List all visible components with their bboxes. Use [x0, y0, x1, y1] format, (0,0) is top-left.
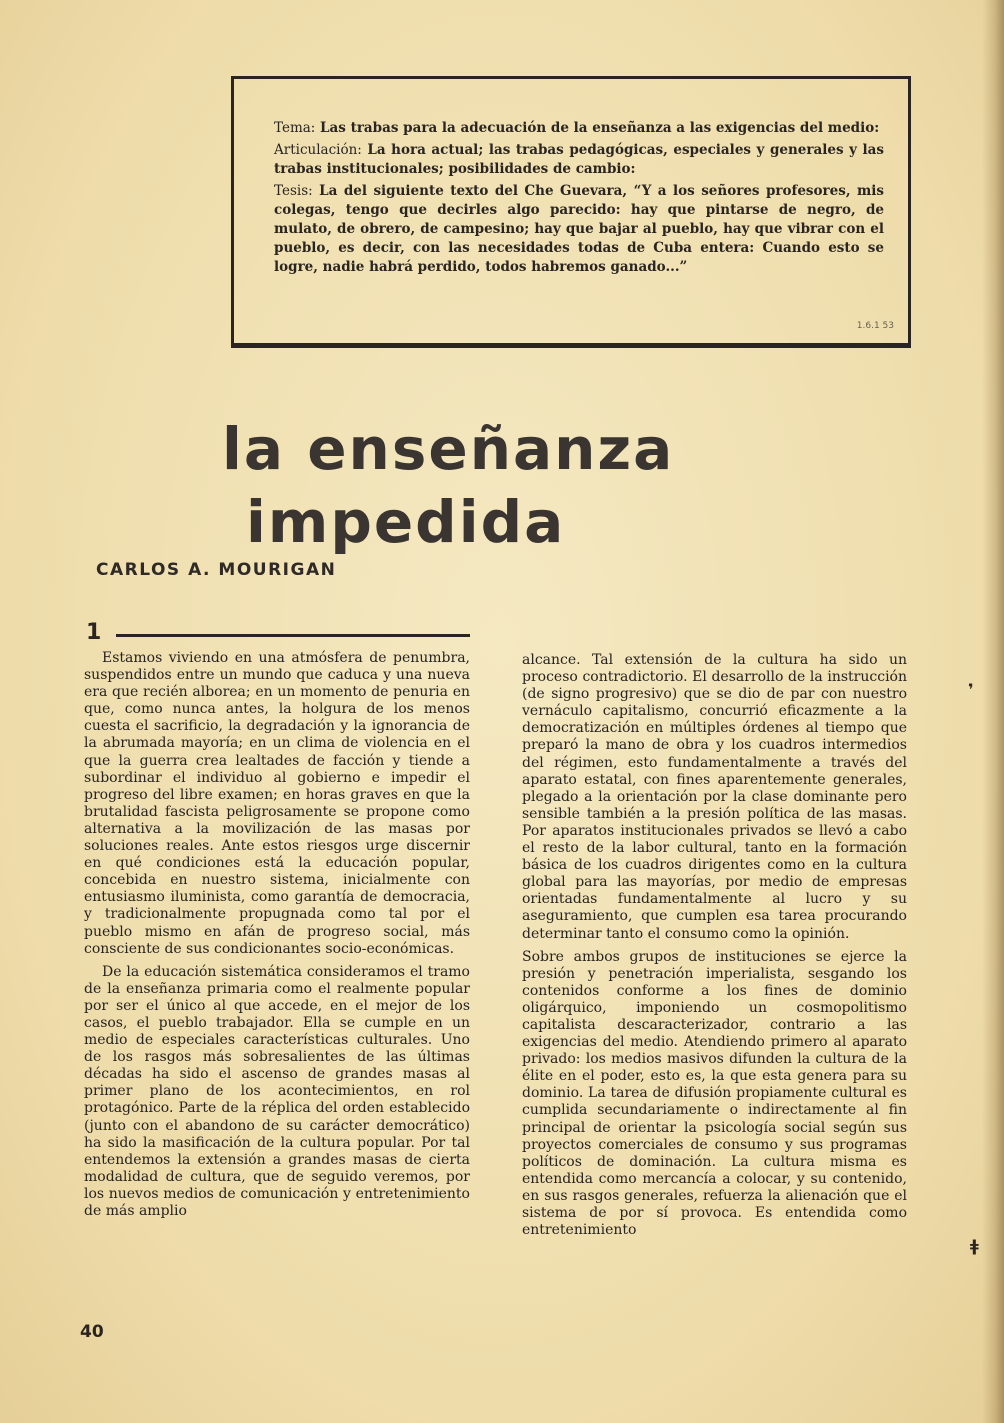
thesis-box-content — [274, 119, 884, 280]
margin-mark: ❜ — [968, 680, 974, 699]
tesis-line — [274, 182, 884, 277]
box-signature: 1.6.1 53 — [856, 321, 894, 331]
tema-label: Tema: — [274, 120, 316, 136]
paragraph: Sobre ambos grupos de instituciones se ejerce la presión y penetración imperialista, sesgando los contenidos conforme a los fines de dominio oligárquico, imponiendo un cosmopolitismo capitalista descaracterizador, contrario a las exigencias del medio. Atendiendo primero al aparato privado: los medios masivos difunden la cultura de la élite en el poder, esto es, la que esta genera para su dominio. La tarea de difusión propiamente cultural es cumplida secundariamente o indirectamente al fin principal de orientar la psicología social según sus proyectos comerciales de consumo y sus programas políticos de dominación. La cultura misma es entendida como mercancía a colocar, y su contenido, en sus rasgos generales, refuerza la alienación que el sistema de por sí provoca. Es entendida como entretenimiento — [522, 948, 907, 1239]
page-number: 40 — [80, 1322, 104, 1342]
tema-text: Las trabas para la adecuación de la enseñanza a las exigencias del medio: — [320, 120, 880, 136]
articulacion-line — [274, 141, 884, 179]
text-column-left — [84, 650, 470, 1220]
section-rule — [116, 634, 470, 637]
thesis-box — [231, 76, 911, 348]
article-author: CARLOS A. MOURIGAN — [96, 560, 337, 580]
page-spine-shadow — [982, 0, 1004, 1423]
paragraph: alcance. Tal extensión de la cultura ha sido un proceso contradictorio. El desarrollo de la instrucción (de signo progresivo) que se dio de par con nuestro vernáculo capitalismo, concurrió eficazmente a la democratización en múltiples órdenes al tiempo que preparó la mano de obra y los cuadros intermedios del régimen, esto fundamentalmente a través del aparato estatal, con fines aparentemente generales, plegado a la orientación por la clase dominante pero sensible también a la presión política de las masas. Por aparatos institucionales privados se llevó a cabo el resto de la labor cultural, tanto en la formación básica de los cuadros dirigentes como en la cultura global para las mayorías, por medio de empresas orientadas fundamentalmente al lucro y su aseguramiento, que cumplen esa tarea procurando determinar tanto el consumo como la opinión. — [522, 652, 907, 942]
section-number: 1 — [86, 620, 102, 645]
article-title-line-2: impedida — [246, 488, 566, 556]
margin-mark: ǂ — [970, 1236, 979, 1255]
paragraph: Estamos viviendo en una atmósfera de penumbra, suspendidos entre un mundo que caduca y una nueva era que recién alborea; en un momento de penuria en que, como nunca antes, la holgura de los menos cuesta el sacrificio, la degradación y la ignorancia de la abrumada mayoría; en un clima de violencia en el que la guerra crea lealtades de facción y tiende a subordinar el individuo al gobierno e impedir el progreso del libre examen; en horas graves en que la brutalidad fascista peligrosamente se propone como alternativa a la movilización de las masas por soluciones reales. Ante estos riesgos urge discernir en qué condiciones está la educación popular, concebida en nuestro sistema, inicialmente con entusiasmo iluminista, como garantía de democracia, y tradicionalmente propugnada como tal por el pueblo mismo en afán de progreso social, más consciente de sus condicionantes socio-económicas. — [84, 650, 470, 957]
tesis-label: Tesis: — [274, 183, 313, 199]
tema-line — [274, 119, 884, 138]
articulacion-text: La hora actual; las trabas pedagógicas, especiales y generales y las trabas institucionales; posibilidades de cambio: — [274, 142, 884, 177]
paragraph: De la educación sistemática consideramos el tramo de la enseñanza primaria como el realmente popular por ser el único al que accede, en el mejor de los casos, el pueblo trabajador. Ella se cumple en un medio de especiales características culturales. Uno de los rasgos más sobresalientes de las últimas décadas ha sido el ascenso de grandes masas al primer plano de los acontecimientos, en rol protagónico. Parte de la réplica del orden establecido (junto con el abandono de su carácter democrático) ha sido la masificación de la cultura popular. Por tal entendemos la extensión a grandes masas de cierta modalidad de cultura, que de seguido veremos, por los nuevos medios de comunicación y entretenimiento de más amplio — [84, 963, 470, 1219]
tesis-text: La del siguiente texto del Che Guevara, “Y a los señores profesores, mis colegas, tengo que decirles algo parecido: hay que pintarse de negro, de mulato, de obrero, de campesino; hay que bajar al pueblo, hay que vibrar con el pueblo, es decir, con las necesidades todas de Cuba entera: Cuando esto se logre, nadie habrá perdido, todos habremos ganado...” — [274, 183, 884, 275]
articulacion-label: Articulación: — [274, 142, 362, 158]
text-column-right — [522, 652, 907, 1239]
article-title-line-1: la enseñanza — [222, 415, 675, 483]
